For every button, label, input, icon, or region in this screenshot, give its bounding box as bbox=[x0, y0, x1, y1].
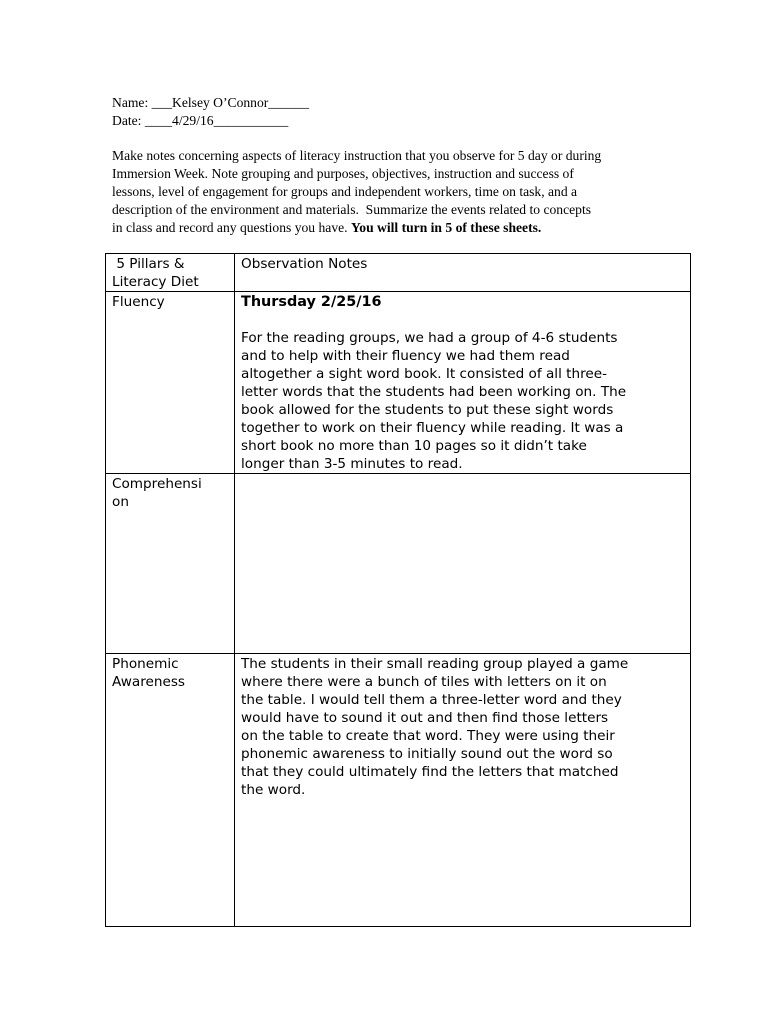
fluency-note-line: book allowed for the students to put these sight words bbox=[241, 402, 614, 418]
date-label: Date: bbox=[112, 113, 145, 128]
phonemic-notes-cell[interactable] bbox=[235, 654, 691, 927]
header-pillars-cell bbox=[106, 254, 235, 292]
phonemic-label-line: Awareness bbox=[112, 674, 185, 690]
fluency-note-line: letter words that the students had been working on. The bbox=[241, 384, 627, 400]
phonemic-note-line: on the table to create that word. They were using their bbox=[241, 728, 615, 744]
header-notes-label: Observation Notes bbox=[241, 256, 368, 272]
phonemic-note-line: that they could ultimately find the letters that matched bbox=[241, 764, 619, 780]
table-row-fluency bbox=[106, 292, 691, 474]
comprehension-label-cell bbox=[106, 474, 235, 654]
fluency-label-cell bbox=[106, 292, 235, 474]
fluency-note-line: longer than 3-5 minutes to read. bbox=[241, 456, 463, 472]
instruction-line: Make notes concerning aspects of literacy instruction that you observe for 5 day or during bbox=[112, 148, 602, 163]
header-pillars-line: 5 Pillars & bbox=[112, 256, 185, 272]
table-row-comprehension bbox=[106, 474, 691, 654]
table-header-row bbox=[106, 254, 691, 292]
instruction-line: Immersion Week. Note grouping and purposes, objectives, instruction and success of bbox=[112, 166, 574, 181]
fluency-note-line: short book no more than 10 pages so it didn’t take bbox=[241, 438, 587, 454]
date-value: ____4/29/16___________ bbox=[144, 113, 289, 128]
fluency-date: Thursday 2/25/16 bbox=[241, 294, 382, 310]
phonemic-note-line: phonemic awareness to initially sound out the word so bbox=[241, 746, 613, 762]
name-value: ___Kelsey O’Connor______ bbox=[151, 95, 310, 110]
instruction-line: description of the environment and materials. Summarize the events related to concepts bbox=[112, 202, 592, 217]
instruction-line-last bbox=[112, 219, 672, 237]
spacer bbox=[241, 311, 684, 329]
phonemic-note-line: where there were a bunch of tiles with letters on it on bbox=[241, 674, 607, 690]
fluency-label: Fluency bbox=[112, 294, 165, 310]
fluency-note-line: altogether a sight word book. It consisted of all three- bbox=[241, 366, 608, 382]
name-label: Name: bbox=[112, 95, 152, 110]
fluency-note-line: together to work on their fluency while reading. It was a bbox=[241, 420, 624, 436]
phonemic-note-line: the word. bbox=[241, 782, 306, 798]
date-line bbox=[112, 112, 672, 130]
comprehension-label-line: Comprehensi bbox=[112, 476, 202, 492]
instruction-text: in class and record any questions you have. bbox=[112, 220, 351, 235]
student-header bbox=[112, 94, 672, 130]
fluency-note-line: and to help with their fluency we had them read bbox=[241, 348, 570, 364]
table-row-phonemic-awareness bbox=[106, 654, 691, 927]
fluency-note-line: For the reading groups, we had a group of 4-6 students bbox=[241, 330, 618, 346]
instructions-paragraph bbox=[112, 147, 672, 237]
phonemic-label-line: Phonemic bbox=[112, 656, 179, 672]
header-pillars-line: Literacy Diet bbox=[112, 274, 199, 290]
header-notes-cell bbox=[235, 254, 691, 292]
phonemic-note-line: The students in their small reading group played a game bbox=[241, 656, 629, 672]
fluency-notes-cell[interactable] bbox=[235, 292, 691, 474]
instruction-emphasis: You will turn in 5 of these sheets. bbox=[350, 220, 542, 235]
comprehension-label-line: on bbox=[112, 494, 129, 510]
phonemic-note-line: would have to sound it out and then find those letters bbox=[241, 710, 609, 726]
observation-table bbox=[105, 253, 691, 927]
name-line bbox=[112, 94, 672, 112]
comprehension-notes-cell[interactable] bbox=[235, 474, 691, 654]
phonemic-label-cell bbox=[106, 654, 235, 927]
instruction-line: lessons, level of engagement for groups and independent workers, time on task, and a bbox=[112, 184, 578, 199]
phonemic-note-line: the table. I would tell them a three-letter word and they bbox=[241, 692, 622, 708]
